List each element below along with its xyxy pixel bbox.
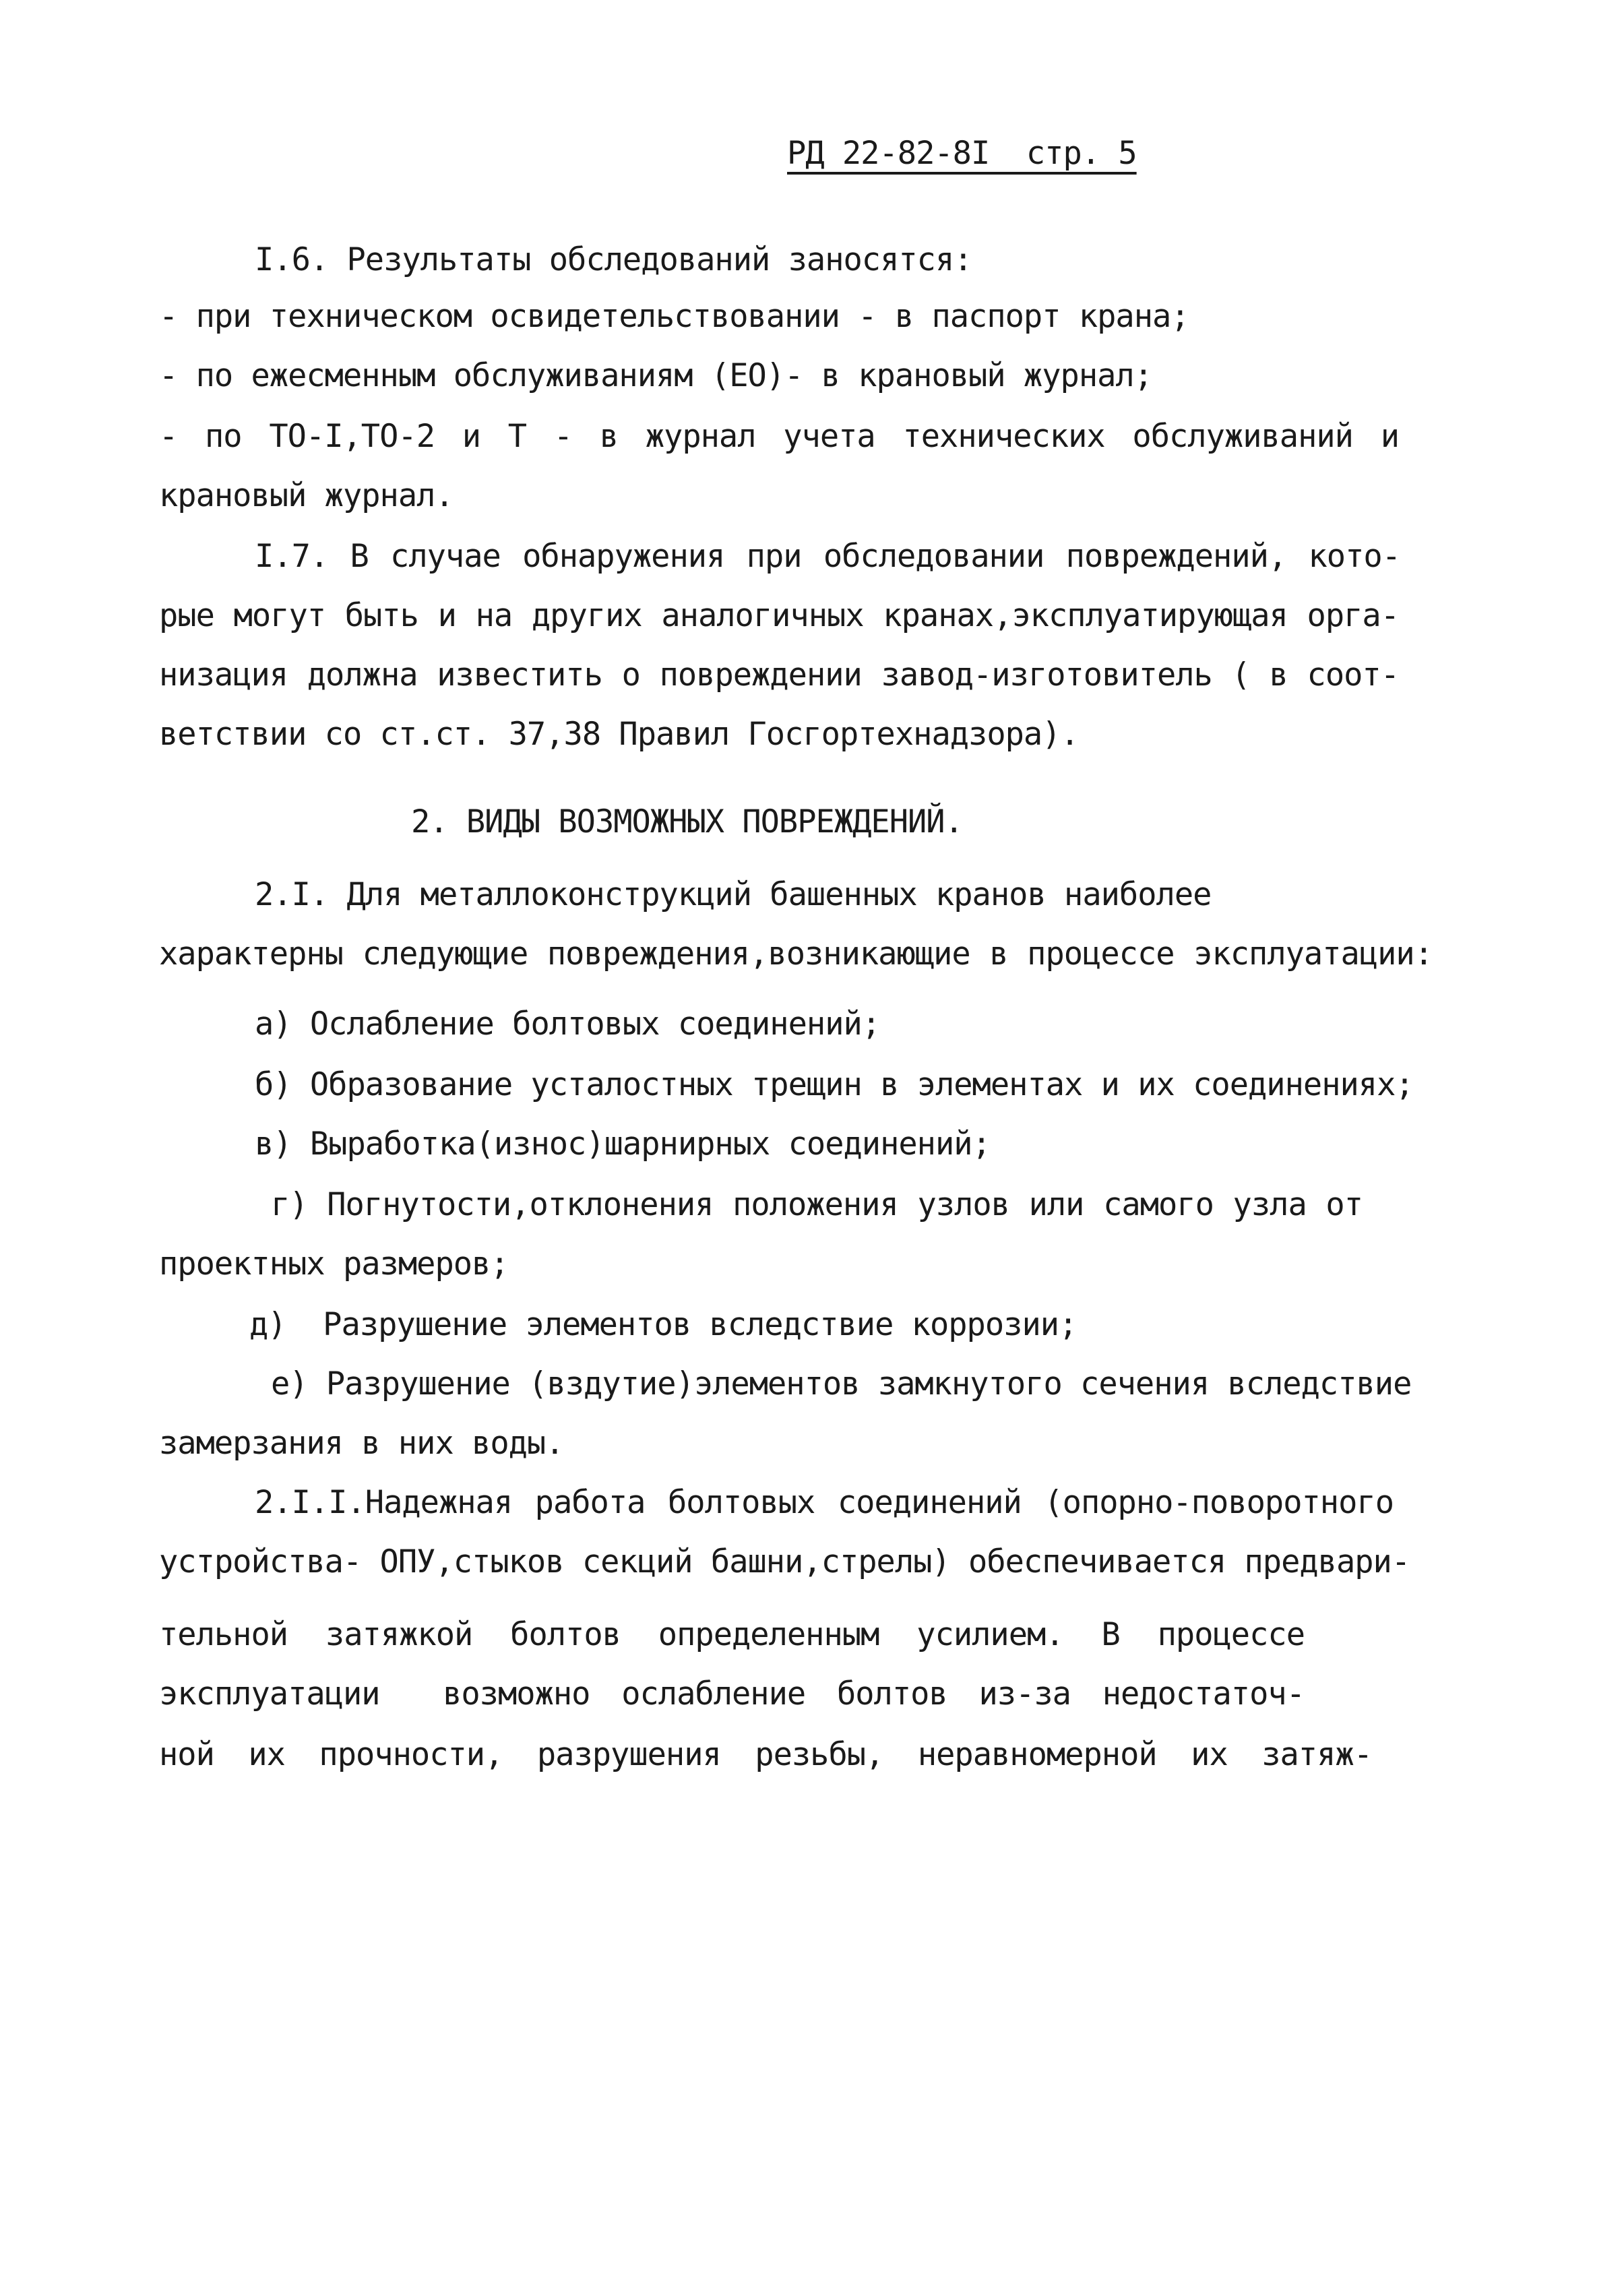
paragraph-2-1-1-line: 2.I.I.Надежная работа болтовых соединений (опорно-поворотного (255, 1484, 1394, 1521)
paragraph-2-1-1-line: эксплуатации возможно ослабление болтов из-за недостаточ- (159, 1675, 1305, 1712)
paragraph-1-7-line: ветствии со ст.ст. 37,38 Правил Госгортехнадзора). (159, 716, 1079, 753)
section-2-heading: 2. ВИДЫ ВОЗМОЖНЫХ ПОВРЕЖДЕНИЙ. (411, 803, 963, 840)
paragraph-1-7-line: низация должна известить о повреждении завод-изготовитель ( в соот- (159, 656, 1399, 693)
paragraph-2-1-1-line: ной их прочности, разрушения резьбы, неравномерной их затяж- (159, 1736, 1372, 1773)
list-item-b: б) Образование усталостных трещин в элементах и их соединениях; (255, 1066, 1414, 1103)
paragraph-1-7-line: рые могут быть и на других аналогичных кранах,эксплуатирующая орга- (159, 597, 1399, 634)
list-item-g-continuation: проектных размеров; (159, 1245, 509, 1283)
list-item: - по ТО-I,ТО-2 и Т - в журнал учета технических обслуживаний и (159, 418, 1399, 455)
list-item: - по ежесменным обслуживаниям (ЕО)- в крановый журнал; (159, 357, 1153, 394)
paragraph-2-1-line: 2.I. Для металлоконструкций башенных кранов наиболее (255, 876, 1212, 913)
paragraph-1-6-title: I.6. Результаты обследований заносятся: (255, 241, 972, 278)
paragraph-1-7-line: I.7. В случае обнаружения при обследовании повреждений, кото- (255, 538, 1400, 575)
paragraph-2-1-1-line: устройства- ОПУ,стыков секций башни,стрелы) обеспечивается предвари- (159, 1543, 1410, 1580)
list-item-e-continuation: замерзания в них воды. (159, 1425, 564, 1462)
paragraph-2-1-1-line: тельной затяжкой болтов определенным усилием. В процессе (159, 1616, 1305, 1653)
list-item-v: в) Выработка(износ)шарнирных соединений; (255, 1125, 991, 1163)
list-item-e: е) Разрушение (вздутие)элементов замкнутого сечения вследствие (271, 1365, 1412, 1402)
list-item-g: г) Погнутости,отклонения положения узлов или самого узла от (271, 1186, 1363, 1223)
list-item-a: а) Ослабление болтовых соединений; (255, 1006, 881, 1043)
list-item-d: д) Разрушение элементов вследствие коррозии; (249, 1306, 1078, 1343)
list-item: - при техническом освидетельствовании - в паспорт крана; (159, 298, 1189, 335)
document-reference-header: РД 22-82-8I стр. 5 (787, 135, 1137, 172)
paragraph-2-1-line: характерны следующие повреждения,возникающие в процессе эксплуатации: (159, 935, 1433, 973)
list-item-continuation: крановый журнал. (159, 477, 454, 514)
